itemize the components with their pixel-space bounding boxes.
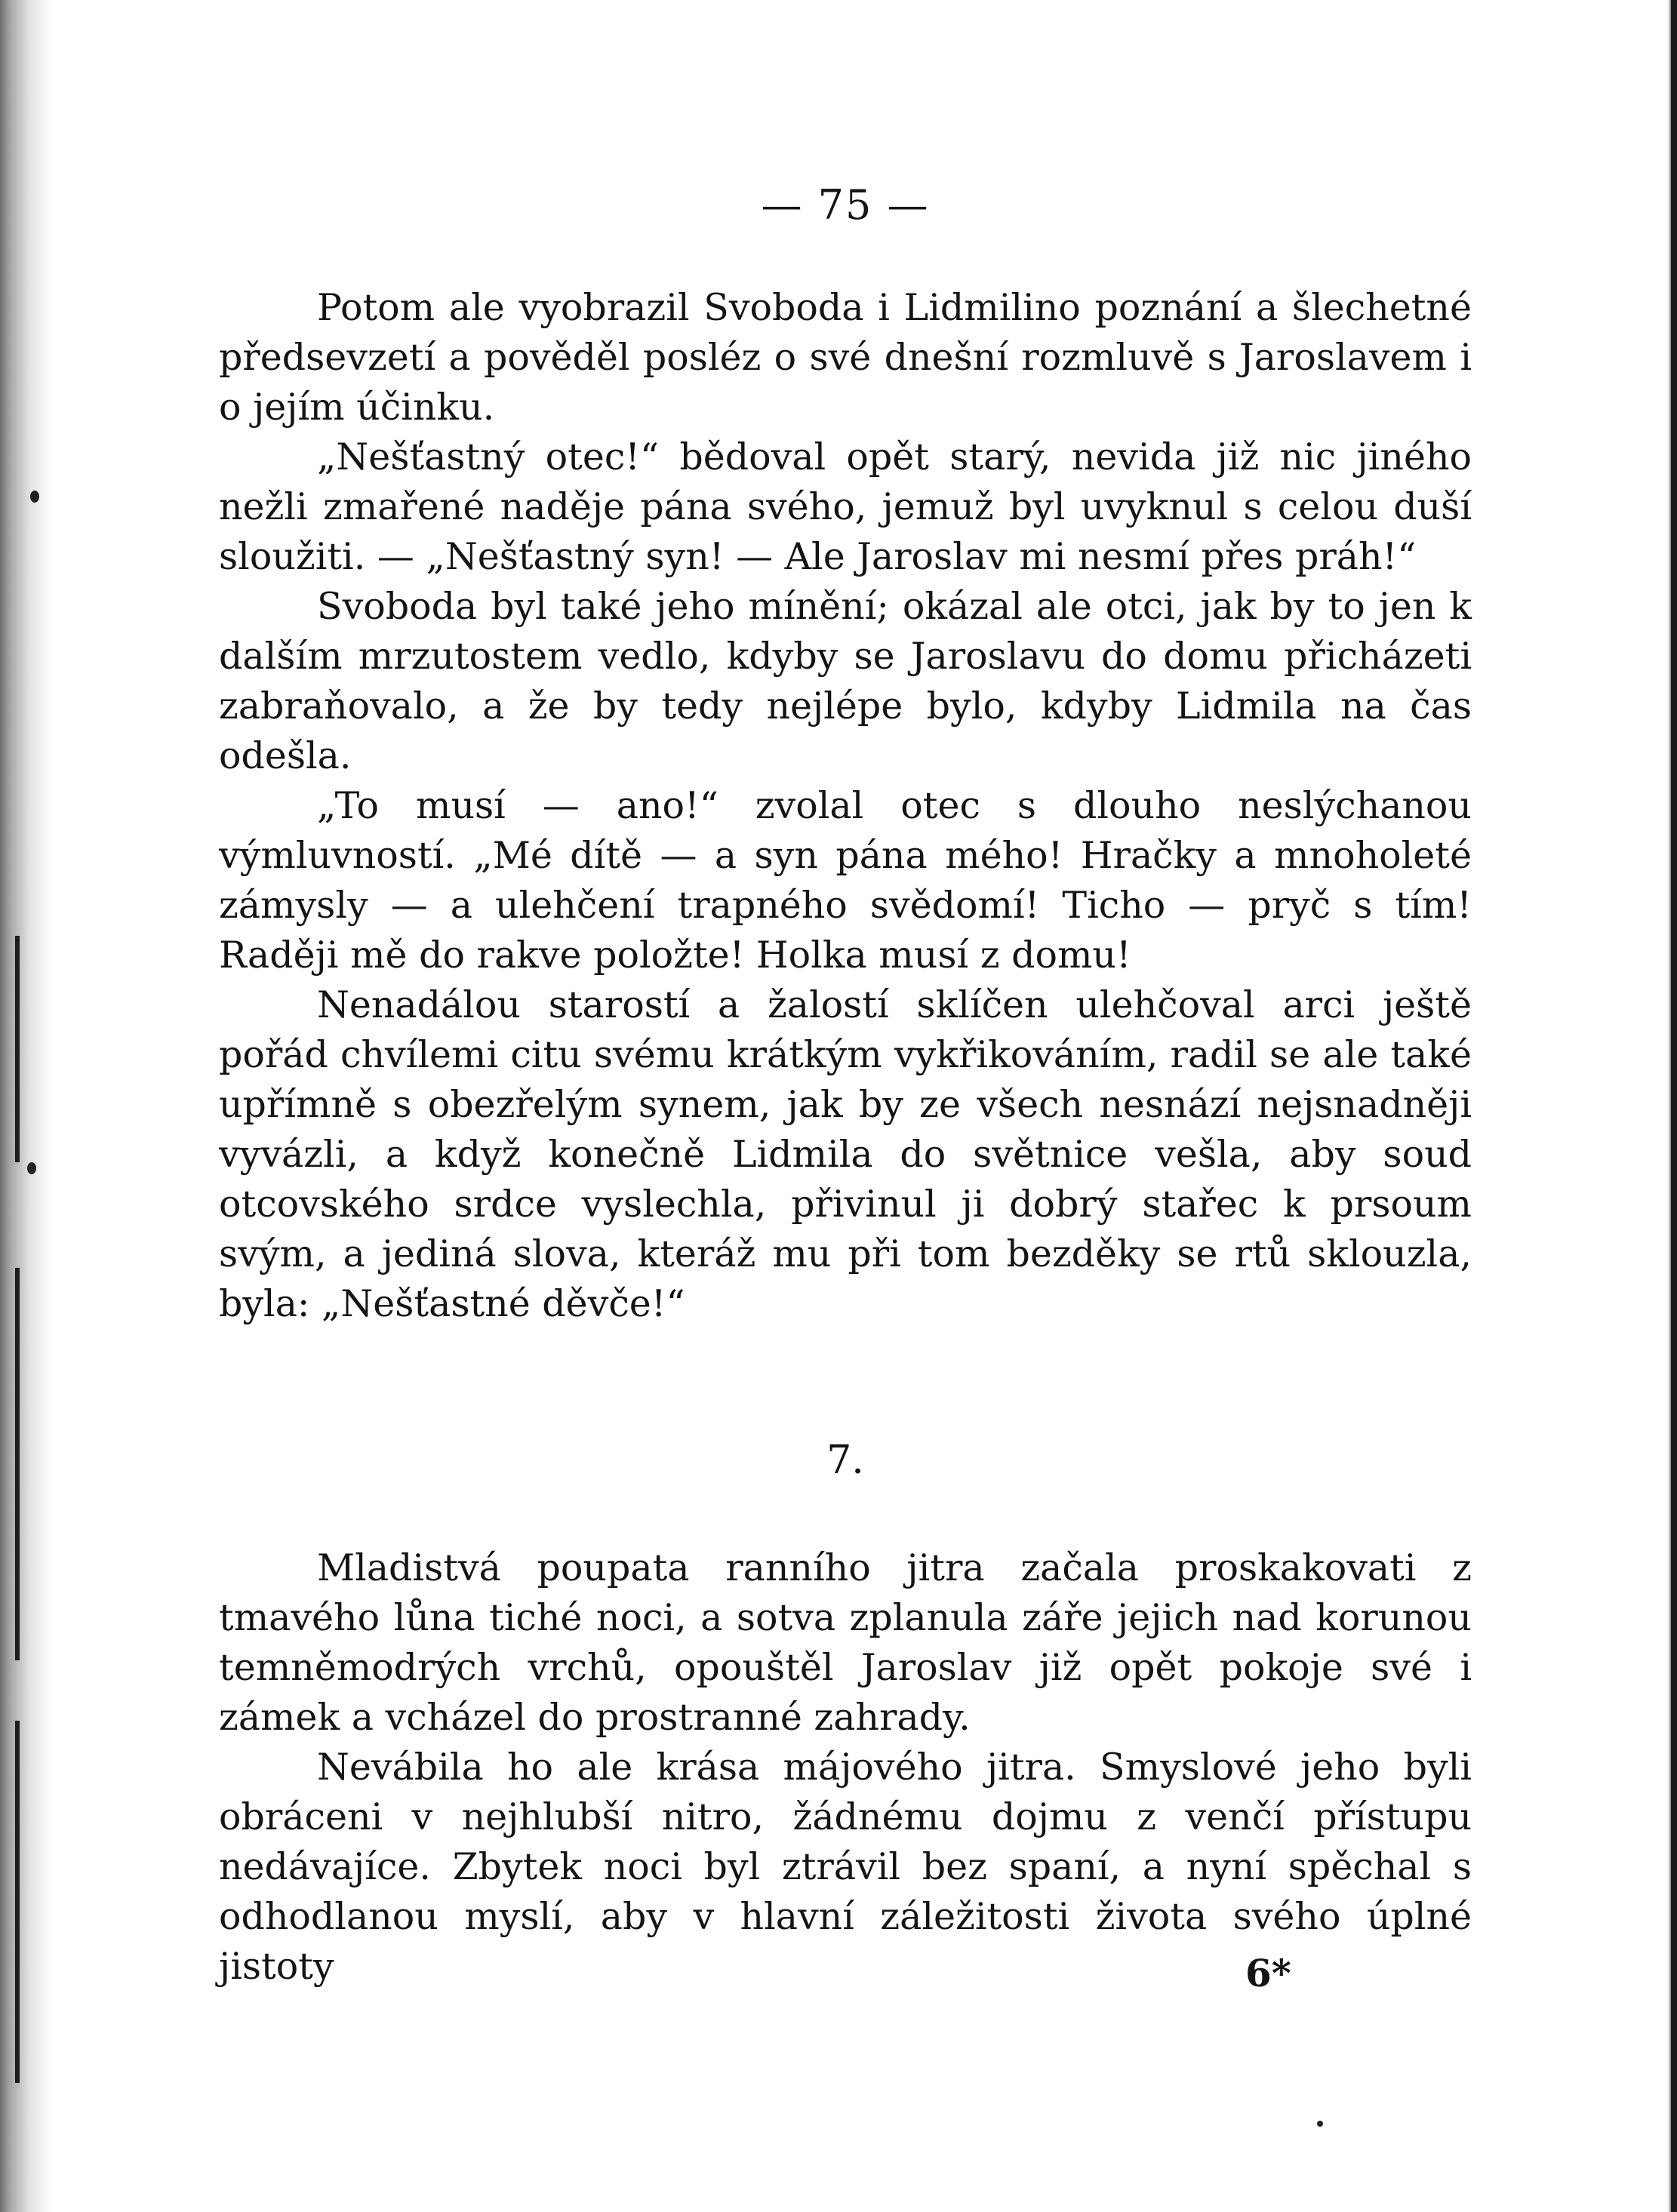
dust-speck <box>30 491 39 503</box>
paragraph: Svoboda byl také jeho mínění; okázal ale otci, jak by to jen k dalším mrzutostem vedlo, kdyby se Jaroslavu do domu přicházeti zabraňovalo, a že by tedy nejlépe bylo, kdyby Lidmila na čas odešla. <box>219 585 1472 777</box>
text-block-chapter <box>219 1543 1472 1992</box>
paragraph: Mladistvá poupata ranního jitra začala proskakovati z tmavého lůna tiché noci, a sotva zplanula záře jejich nad korunou temněmodrých vrchů, opouštěl Jaroslav již opět pokoje své i zámek a vcházel do prostranné zahrady. <box>219 1546 1472 1739</box>
binding-mark <box>15 936 20 1162</box>
signature-mark: 6* <box>1245 1951 1291 1995</box>
chapter-number: 7. <box>826 1438 864 1483</box>
scan-shadow-left <box>0 0 53 2212</box>
page-edge-right <box>1671 0 1677 2212</box>
text-block-main <box>219 283 1472 1329</box>
binding-mark <box>15 1721 20 2083</box>
paragraph: Potom ale vyobrazil Svoboda i Lidmilino poznání a šlechetné předsevzetí a pověděl posléz o své dnešní rozmluvě s Jaroslavem i o jejím účinku. <box>219 286 1472 429</box>
paragraph: Nenadálou starostí a žalostí sklíčen ulehčoval arci ještě pořád chvílemi citu svému krátkým vykřikováním, radil se ale také upřímně s obezřelým synem, jak by ze všech nesnází nejsnadněji vyvázli, a když konečně Lidmila do světnice vešla, aby soud otcovského srdce vyslechla, přivinul ji dobrý stařec k prsoum svým, a jediná slova, kteráž mu při tom bezděky se rtů sklouzla, byla: „Nešťastné děvče!“ <box>219 983 1472 1325</box>
paragraph: Nevábila ho ale krása májového jitra. Smyslové jeho byli obráceni v nejhlubší nitro, žádnému dojmu z venčí přístupu nedávajíce. Zbytek noci byl ztrávil bez spaní, a nyní spěchal s odhodlanou myslí, aby v hlavní záležitosti života svého úplné jistoty <box>219 1746 1472 1988</box>
page-number-header: — 75 — <box>761 181 930 229</box>
dust-speck <box>1317 2121 1323 2127</box>
paragraph: „To musí — ano!“ zvolal otec s dlouho neslýchanou výmluvností. „Mé dítě — a syn pána mého! Hračky a mnoholeté zámysly — a ulehčení trapného svědomí! Ticho — pryč s tím! Raději mě do rakve položte! Holka musí z domu! <box>219 784 1472 977</box>
binding-mark <box>15 1268 20 1660</box>
dust-speck <box>27 1162 36 1174</box>
paragraph: „Nešťastný otec!“ bědoval opět starý, nevida již nic jiného nežli zmařené naděje pána svého, jemuž byl uvyknul s celou duší sloužiti. — „Nešťastný syn! — Ale Jaroslav mi nesmí přes práh!“ <box>219 435 1472 578</box>
